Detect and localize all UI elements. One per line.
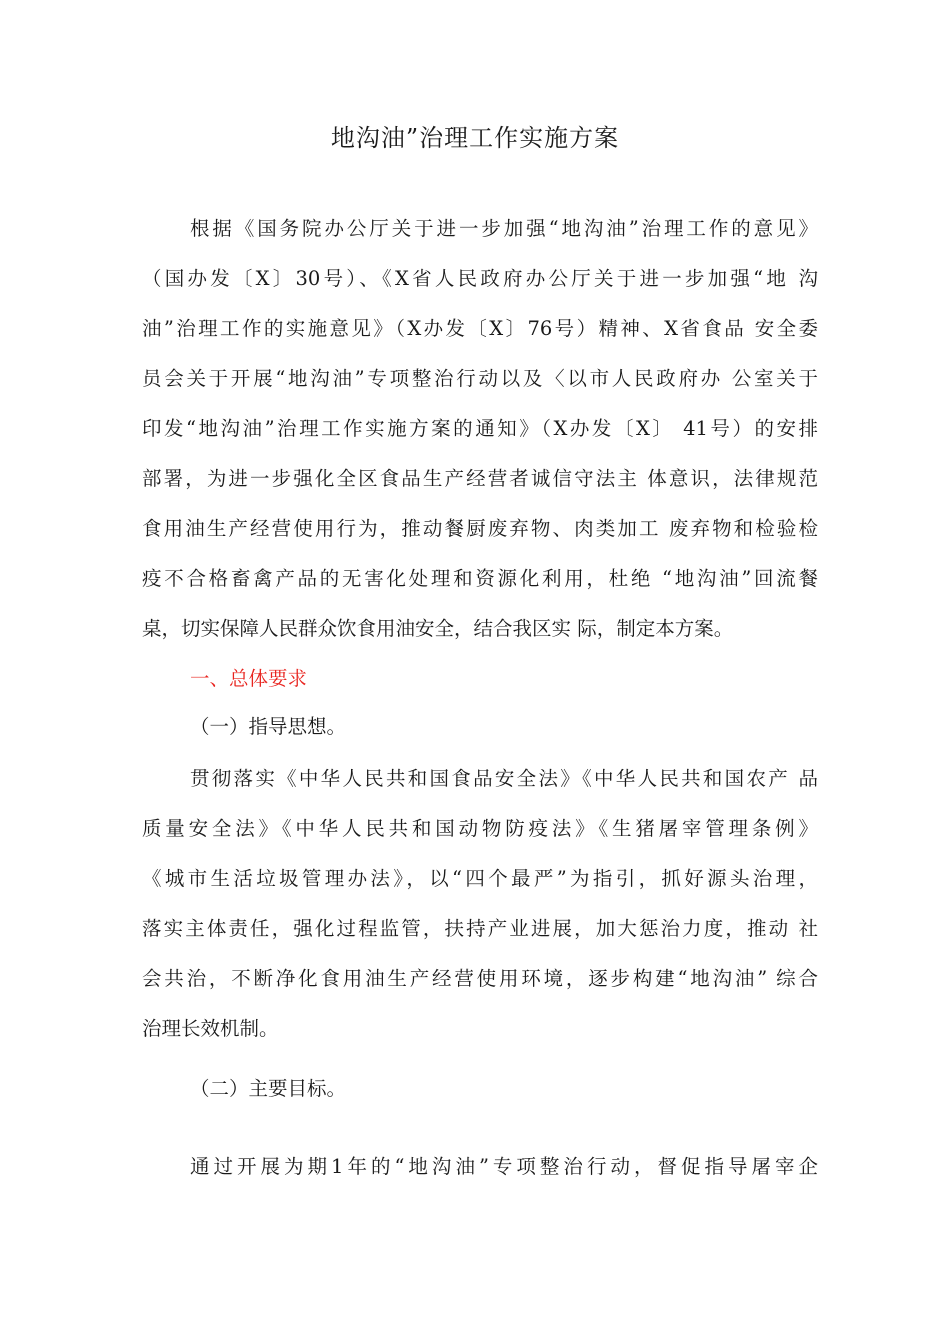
paragraph-line: 疫不合格畜禽产品的无害化处理和资源化利用，杜绝 “地沟油”回流餐 <box>142 567 818 590</box>
paragraph-line: 贯彻落实《中华人民共和国食品安全法》《中华人民共和国农产 品 <box>190 767 818 790</box>
paragraph-line: 会共治，不断净化食用油生产经营使用环境，逐步构建“地沟油” 综合 <box>142 967 818 990</box>
paragraph-line: 质量安全法》《中华人民共和国动物防疫法》《生猪屠宰管理条例》 <box>142 817 818 840</box>
paragraph-line: 员会关于开展“地沟油”专项整治行动以及〈以市人民政府办 公室关于 <box>142 367 818 390</box>
paragraph-line: （国办发〔X〕30号）、《X省人民政府办公厅关于进一步加强“地 沟 <box>142 267 818 290</box>
paragraph-line: 根据《国务院办公厅关于进一步加强“地沟油”治理工作的意见》 <box>190 217 818 240</box>
paragraph-line: 油”治理工作的实施意见》（X办发〔X〕76号）精神、X省食品 安全委 <box>142 317 818 340</box>
paragraph-line: 桌，切实保障人民群众饮食用油安全，结合我区实 际，制定本方案。 <box>142 617 734 640</box>
paragraph-line: 印发“地沟油”治理工作实施方案的通知》（X办发〔X〕 41号）的安排 <box>142 417 818 440</box>
paragraph-line: 落实主体责任，强化过程监管，扶持产业进展，加大惩治力度，推动 社 <box>142 917 818 940</box>
paragraph-line: 《城市生活垃圾管理办法》，以“四个最严”为指引，抓好源头治理， <box>142 867 818 890</box>
paragraph-line: 通过开展为期1年的“地沟油”专项整治行动，督促指导屠宰企 <box>190 1155 818 1178</box>
paragraph-line: 食用油生产经营使用行为，推动餐厨废弃物、肉类加工 废弃物和检验检 <box>142 517 818 540</box>
paragraph-line: 治理长效机制。 <box>142 1017 279 1040</box>
document-title: 地沟油”治理工作实施方案 <box>330 124 620 152</box>
paragraph-line: 部署，为进一步强化全区食品生产经营者诚信守法主 体意识，法律规范 <box>142 467 818 490</box>
subsection-heading: （二）主要目标。 <box>190 1077 347 1100</box>
subsection-heading: （一）指导思想。 <box>190 715 347 738</box>
section-heading: 一、总体要求 <box>190 667 308 690</box>
